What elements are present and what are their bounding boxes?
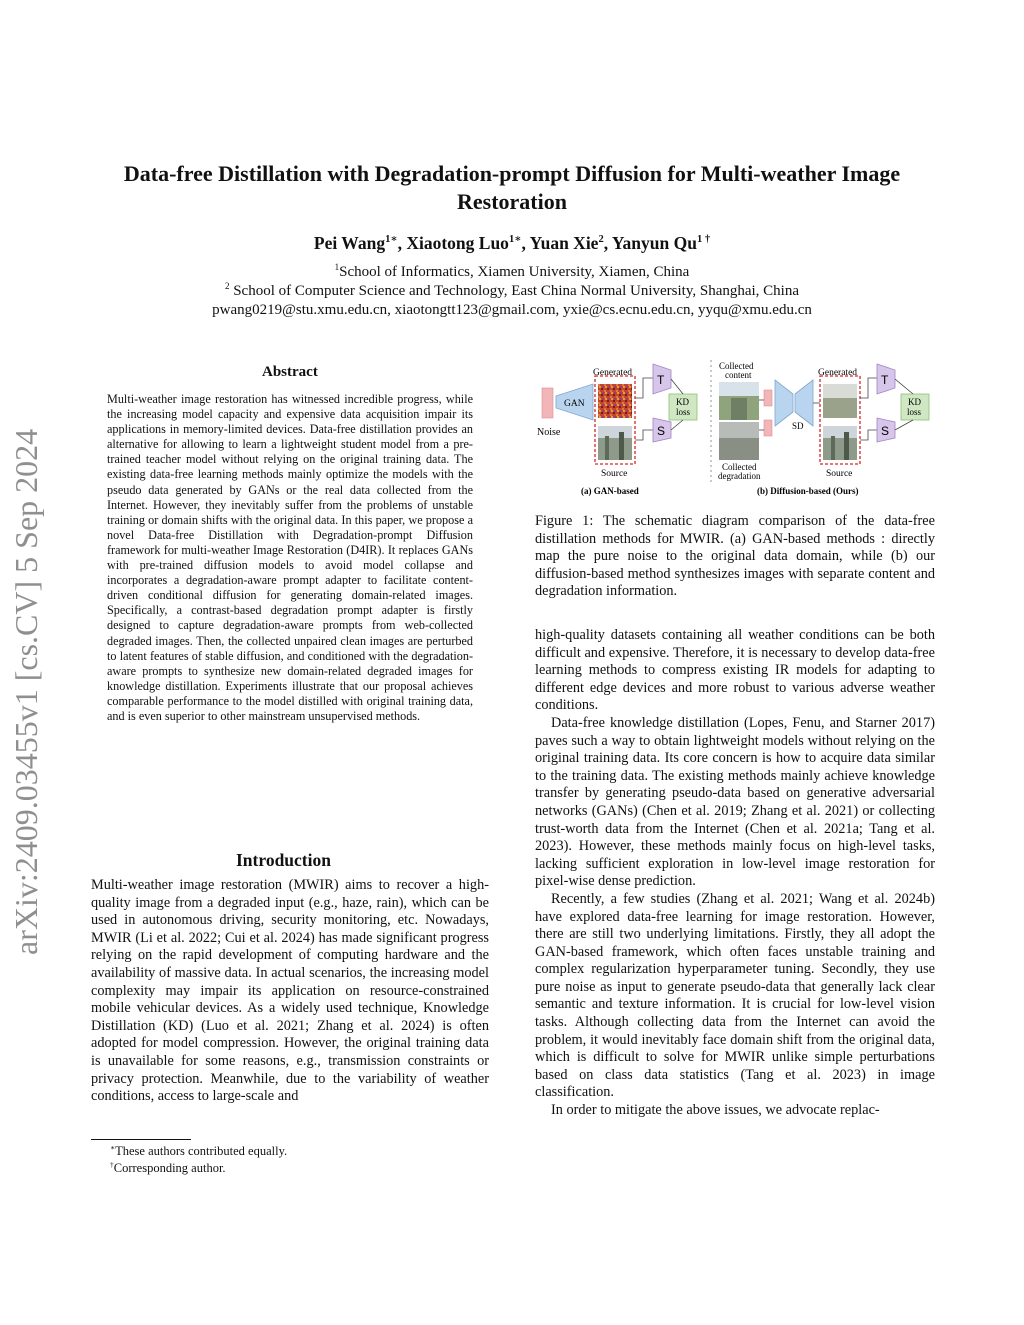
student-label-ours: S [881,424,890,438]
figure-1-caption: Figure 1: The schematic diagram comparison of the data-free distillation methods for MWIR. (a) GAN-based methods : directly map the pure noise to the original data domain, while (b) our diffusion-based method synthesizes images with separate content and degradation information. [535,513,935,600]
generated-label-ours: Generated [818,368,858,378]
paragraph: Data-free knowledge distillation (Lopes, Fenu, and Starner 2017) paves such a way to obtain lightweight models without relying on the original training data. Its core concern is how to acquire data similar to the training data. The existing methods mainly achieve knowledge transfer by generating pseudo-data based on generative adversarial networks (GANs) (Chen et al. 2019; Zhang et al. 2021) or collecting trust-worth data from the Internet (Chen et al. 2021a; Tang et al. 2023). However, these methods mainly focus on high-level tasks, lacking sufficient exploration in low-level image restoration for pixel-wise dense prediction. [535,714,935,890]
collected-content-label-line1: Collected [719,361,754,371]
author-list: Pei Wang$^{1∗}$, Xiaotong Luo$^{1∗}$, Yuan Xie$^2$, Yanyun $Qu^{1 \dagger}$ [313,233,711,253]
sd-decoder-icon [795,380,813,426]
student-label: S [657,424,666,438]
author-name: Yuan Xie [529,233,599,253]
sd-label: SD [792,421,804,431]
affiliation-text: School of Informatics, Xiamen University, Xiamen, China [339,264,690,280]
author-name: Pei Wang [313,233,386,253]
affiliation-mark: 1 [334,262,340,272]
subfigure-b-caption: (b) Diffusion-based (Ours) [757,486,859,496]
sd-encoder-icon [775,380,793,426]
teacher-label: T [657,373,665,387]
abstract-text: Multi-weather image restoration has witnessed incredible progress, while the increasing model capacity and expensive data acquisition impair its applications in memory-limited devices. Data-free distillation provides an alternative for allowing to learn a lightweight student model from a pre-trained teacher model without relying on the original training data. The existing data-free learning methods mainly optimize the models with the pseudo data generated by GANs or the real data collected from the Internet. However, they inevitably suffer from the problems of unstable training or domain shifts with the original data. In this paper, we propose a novel Data-free Distillation with Degradation-prompt Diffusion framework for multi-weather Image Restoration (D4IR). It replaces GANs with pre-trained diffusion models to avoid model collapse and incorporates a degradation-aware prompt adapter to facilitate content-driven conditional diffusion for generating domain-related images. Specifically, a contrast-based degradation prompt adapter is firstly designed to capture degradation-aware prompts from web-collected degraded images. Then, the collected unpaired clean images are perturbed to latent features of stable diffusion, and conditioned with the degradation-aware prompts to synthesize new domain-related degraded images for knowledge distillation. Experiments illustrate that our proposal achieves comparable performance to the model distilled with original training data, and is even superior to other mainstream unsupervised methods. [107,392,473,723]
affiliation-mark: 2 [224,281,230,291]
author-name: Xiaotong Luo [406,233,509,253]
footnote-corresponding-author [110,1161,226,1176]
introduction-heading: Introduction [236,850,331,870]
author-name: Yanyun Qu [611,233,697,253]
source-label: Source [601,469,628,479]
collected-content-label-line2: content [725,370,752,380]
footnote-rule [91,1139,191,1140]
figure-1-diagram [535,358,937,500]
author-emails: pwang0219@stu.xmu.edu.cn, xiaotongtt123@gmail.com, yxie@cs.ecnu.edu.cn, yyqu@xmu.edu.cn [212,302,812,318]
paper-title: Data-free Distillation with Degradation-prompt Diffusion for Multi-weather Image Restoration [123,161,901,214]
author-mark: 1 † [696,234,711,246]
kd-loss-label-line1-ours: KD [908,397,921,407]
generated-noise-image [598,384,632,418]
kd-loss-label-line2-ours: loss [907,407,922,417]
noise-vector-icon [542,388,553,418]
kd-loss-label-line2: loss [676,407,691,417]
paragraph: high-quality datasets containing all weather conditions can be both difficult and expensive. Therefore, it is necessary to develop data-free learning methods to compress existing IR models for adapting to different edge devices and more robust to various adverse weather conditions. [535,627,935,714]
teacher-label-ours: T [881,373,889,387]
affiliation-1 [110,263,914,282]
paragraph: In order to mitigate the above issues, we advocate replac- [551,1102,880,1119]
arxiv-stamp: arXiv:2409.03455v1 [cs.CV] 5 Sep 2024 [8,428,44,955]
footnote-mark: ∗ [110,1142,116,1152]
noise-label: Noise [537,427,561,438]
footnote-text: Corresponding author. [113,1161,226,1175]
right-column-text [535,627,935,1120]
source-label-ours: Source [826,469,853,479]
kd-loss-label-line1: KD [676,397,689,407]
introduction-text: Multi-weather image restoration (MWIR) aims to recover a high-quality image from a degraded input (e.g., haze, rain), which can be used in autonomous driving, security monitoring, etc. Nowadays, MWIR (Li et al. 2022; Cui et al. 2024) has made significant progress relying on the rapid development of computing hardware and the availability of massive data. In actual scenarios, the increasing model complexity may impair its application on resource-constrained mobile vehicular devices. As a widely used technique, Knowledge Distillation (KD) (Luo et al. 2021; Zhang et al. 2024) is often adopted for model compression. However, the original training data is unavailable for some reasons, e.g., transmission constraints or privacy protection. Meanwhile, due to the variability of weather conditions, access to large-scale and [91,877,489,1105]
generated-label: Generated [593,368,633,378]
subfigure-a-caption: (a) GAN-based [581,486,639,496]
footnote-text: These authors contributed equally. [115,1144,288,1158]
affiliation-2 [110,282,914,301]
gan-label: GAN [564,399,585,409]
author-mark: 1∗ [508,234,522,246]
abstract-heading: Abstract [262,364,318,380]
author-mark: 2 [598,234,604,246]
collected-degradation-label-line1: Collected [722,462,757,472]
footnote-equal-contribution [110,1144,287,1159]
footnote-mark: † [110,1159,114,1169]
author-mark: 1∗ [385,234,398,246]
paragraph: Recently, a few studies (Zhang et al. 2021; Wang et al. 2024b) have explored data-free learning for image restoration. However, there are still two underlying limitations. Firstly, they all adopt the GAN-based framework, which often faces unstable training and complex regularization hyperparameter tuning. Secondly, they use pure noise as input to generate pseudo-data that generally lack clear semantic and texture information. It is crucial for low-level vision tasks. Although collecting data from the Internet can avoid the problem, it would inevitably face domain shift from the original data, which is difficult to solve for MWIR unlike simple perturbations based on class data statistics (Tang et al. 2023) in image classification. [535,890,935,1101]
affiliation-text: School of Computer Science and Technology, East China Normal University, Shanghai, China [229,283,800,299]
collected-degradation-label-line2: degradation [718,471,761,481]
